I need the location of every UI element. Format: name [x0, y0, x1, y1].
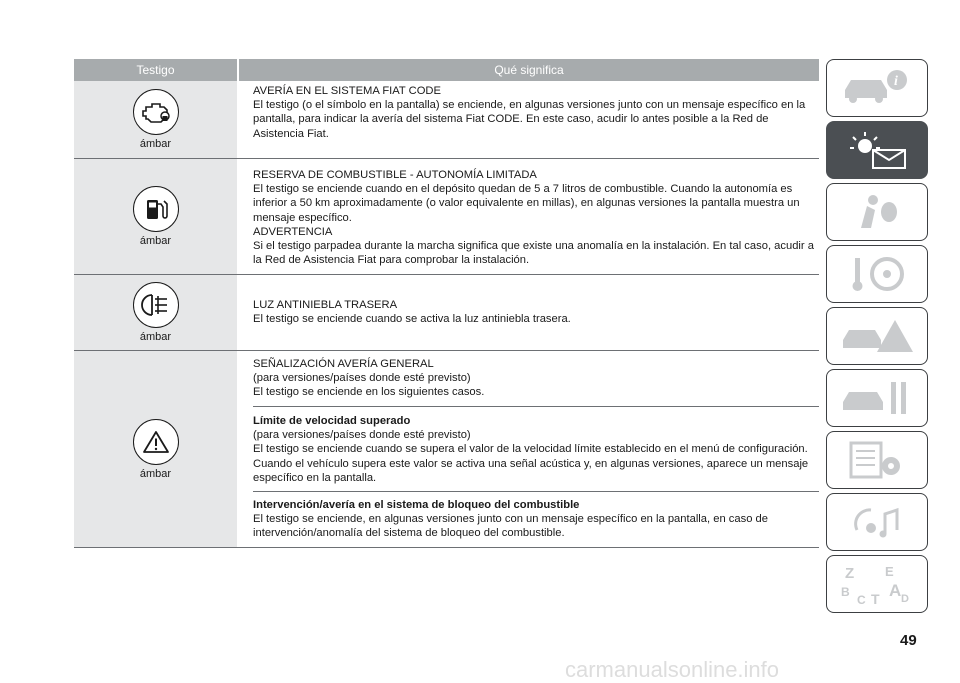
svg-text:D: D — [901, 593, 909, 605]
row-subtitle: Intervención/avería en el sistema de bloqueo del combustible — [253, 499, 580, 511]
fuel-pump-icon — [133, 186, 179, 232]
description-cell — [239, 81, 819, 158]
table-header — [74, 59, 819, 81]
rear-fog-light-icon — [133, 282, 179, 328]
description-cell — [239, 351, 819, 547]
key-steering-wheel-icon[interactable] — [826, 245, 928, 303]
table-row — [74, 275, 819, 351]
table-row — [74, 351, 819, 548]
row-text: (para versiones/países donde esté previsto) — [253, 372, 471, 385]
header-meaning: Qué significa — [494, 63, 564, 77]
row-text: El testigo se enciende cuando se activa la luz antiniebla trasera. — [253, 313, 571, 326]
warning-lights-table — [74, 59, 819, 548]
table-row — [74, 81, 819, 159]
row-title: RESERVA DE COMBUSTIBLE - AUTONOMÍA LIMITADA — [253, 169, 537, 181]
row-text: El testigo se enciende, en algunas versiones junto con un mensaje específico en la pantalla, en caso de intervención/anomalía del sistema de bloqueo del combustible. — [253, 513, 768, 540]
row-title: LUZ ANTINIEBLA TRASERA — [253, 299, 398, 311]
table-row — [74, 159, 819, 275]
svg-text:B: B — [841, 585, 850, 599]
row-text: El testigo se enciende en los siguientes casos. — [253, 386, 485, 399]
row-text: Si el testigo parpadea durante la marcha significa que existe una anomalía en la instalación. En tal caso, acudir a la Red de Asistencia Fiat para comprobar la instalación. — [253, 240, 814, 267]
description-cell — [239, 159, 819, 274]
svg-text:A: A — [889, 581, 902, 600]
row-text: El testigo se enciende cuando en el depósito quedan de 5 a 7 litros de combustible. Cuando la autonomía es inferior a 50 km aproximadamente (o valor equivalente en millas), en algunas versiones la pantalla muestra un mensaje específico. — [253, 183, 800, 224]
icon-cell — [74, 81, 239, 158]
row-title: AVERÍA EN EL SISTEMA FIAT CODE — [253, 85, 441, 97]
car-crash-warning-icon[interactable] — [826, 307, 928, 365]
row-text: (para versiones/países donde esté previsto) — [253, 429, 471, 442]
svg-text:i: i — [894, 74, 898, 89]
sub-block — [253, 492, 819, 541]
car-info-icon[interactable] — [826, 59, 928, 117]
color-caption: ámbar — [139, 235, 172, 247]
color-caption: ámbar — [139, 331, 172, 343]
watermark: carmanualsonline.info — [565, 657, 780, 682]
seat-airbag-icon[interactable] — [826, 183, 928, 241]
color-caption: ámbar — [139, 467, 172, 480]
row-text: El testigo se enciende cuando se supera el valor de la velocidad límite establecido en el menú de configuración. Cuando el vehículo supera este valor se activa una señal acústica y, en algunas versiones, aparece un mensaje específico en la pantalla. — [253, 443, 809, 484]
row-text: El testigo (o el símbolo en la pantalla) se enciende, en algunas versiones junto con un mensaje específico en la pantalla, para indicar la avería del sistema Fiat CODE. En este caso, acudir lo antes posible a la Red de Asistencia Fiat. — [253, 99, 806, 140]
multimedia-icon[interactable] — [826, 493, 928, 551]
row-title: SEÑALIZACIÓN AVERÍA GENERAL — [253, 358, 434, 370]
sub-block — [253, 351, 819, 407]
svg-text:E: E — [885, 564, 894, 579]
page-number: 49 — [900, 632, 917, 649]
icon-cell — [74, 159, 239, 274]
svg-text:Z: Z — [845, 565, 855, 582]
header-testigo: Testigo — [74, 59, 239, 81]
warning-triangle-icon — [133, 419, 179, 465]
color-caption: ámbar — [139, 138, 172, 150]
engine-fault-icon — [133, 89, 179, 135]
svg-text:T: T — [871, 591, 880, 606]
technical-data-gear-icon[interactable] — [826, 431, 928, 489]
car-maintenance-tools-icon[interactable] — [826, 369, 928, 427]
svg-text:C: C — [857, 593, 866, 606]
icon-cell — [74, 351, 239, 547]
icon-cell — [74, 275, 239, 350]
description-cell — [239, 275, 819, 350]
warning-light-message-icon[interactable] — [826, 121, 928, 179]
sub-block — [253, 407, 819, 492]
alphabetical-index-icon[interactable] — [826, 555, 928, 613]
advertencia-label: ADVERTENCIA — [253, 225, 333, 238]
row-subtitle: Límite de velocidad superado — [253, 415, 411, 427]
